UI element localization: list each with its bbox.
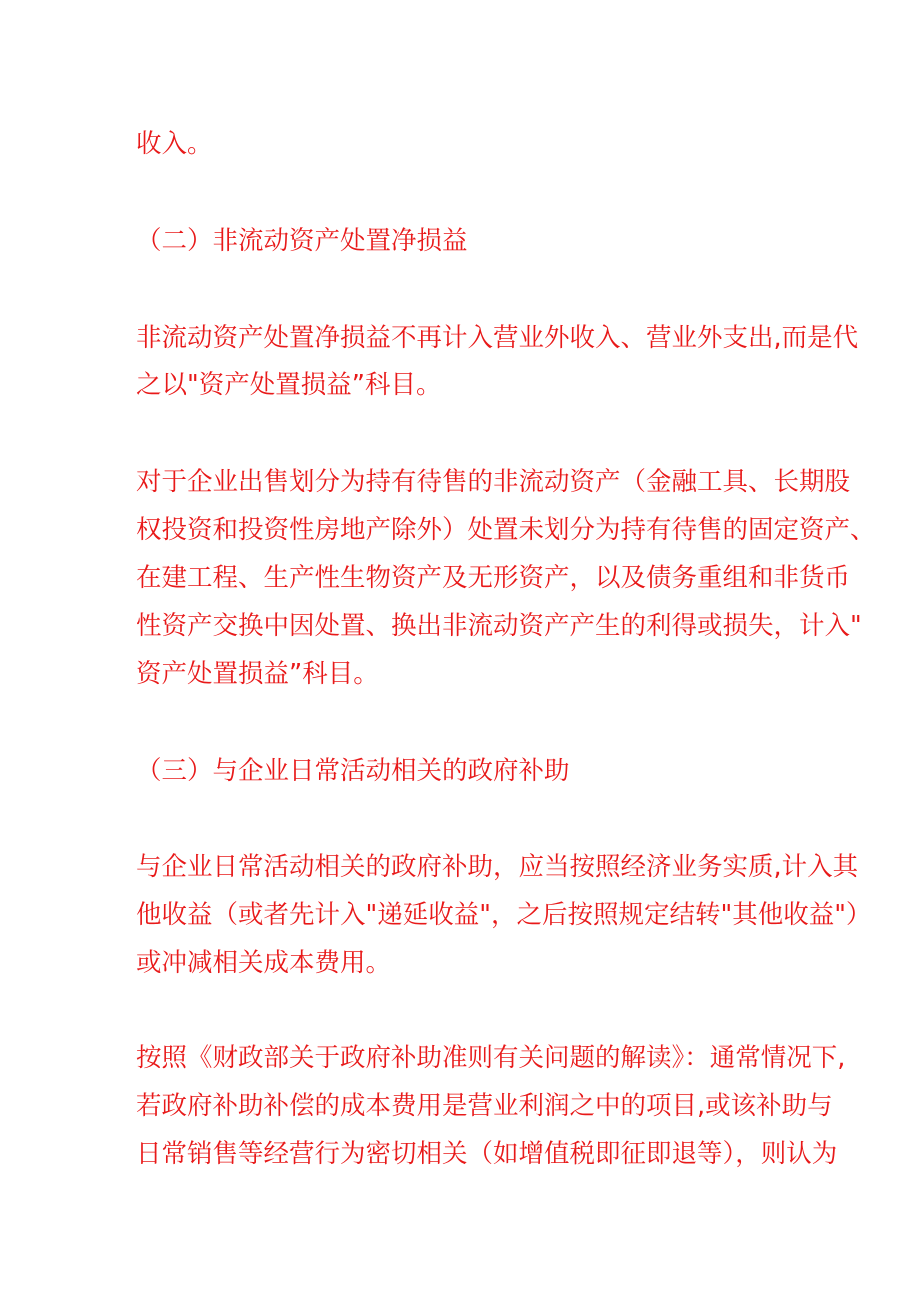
paragraph-line: 资产处置损益”科目。 xyxy=(136,659,379,689)
paragraph-line: 若政府补助补偿的成本费用是营业利润之中的项目,或该补助与 xyxy=(136,1091,833,1121)
paragraph-line: 在建工程、生产性生物资产及无形资产，以及债务重组和非货币 xyxy=(136,563,851,593)
paragraph-line: 或冲减相关成本费用。 xyxy=(136,948,392,978)
paragraph-line: 权投资和投资性房地产除外）处置未划分为持有待售的固定资产、 xyxy=(136,515,876,545)
paragraph-line: 性资产交换中因处置、换出非流动资产产生的利得或损失，计入" xyxy=(136,611,862,641)
paragraph-line: 之以"资产处置损益”科目。 xyxy=(136,370,442,400)
paragraph-line: 日常销售等经营行为密切相关（如增值税即征即退等），则认为 xyxy=(136,1139,838,1169)
paragraph-line: 与企业日常活动相关的政府补助，应当按照经济业务实质,计入其 xyxy=(136,852,859,882)
paragraph-income-end: 收入。 xyxy=(136,129,213,159)
section-heading-3: （三）与企业日常活动相关的政府补助 xyxy=(136,756,570,786)
paragraph-line: 非流动资产处置净损益不再计入营业外收入、营业外支出,而是代 xyxy=(136,323,859,353)
paragraph-line: 按照《财政部关于政府补助准则有关问题的解读》：通常情况下, xyxy=(136,1043,846,1073)
paragraph-line: 对于企业出售划分为持有待售的非流动资产（金融工具、长期股 xyxy=(136,467,851,497)
paragraph-line: 他收益（或者先计入"递延收益"，之后按照规定结转"其他收益"） xyxy=(136,900,872,930)
section-heading-2: （二）非流动资产处置净损益 xyxy=(136,226,468,256)
